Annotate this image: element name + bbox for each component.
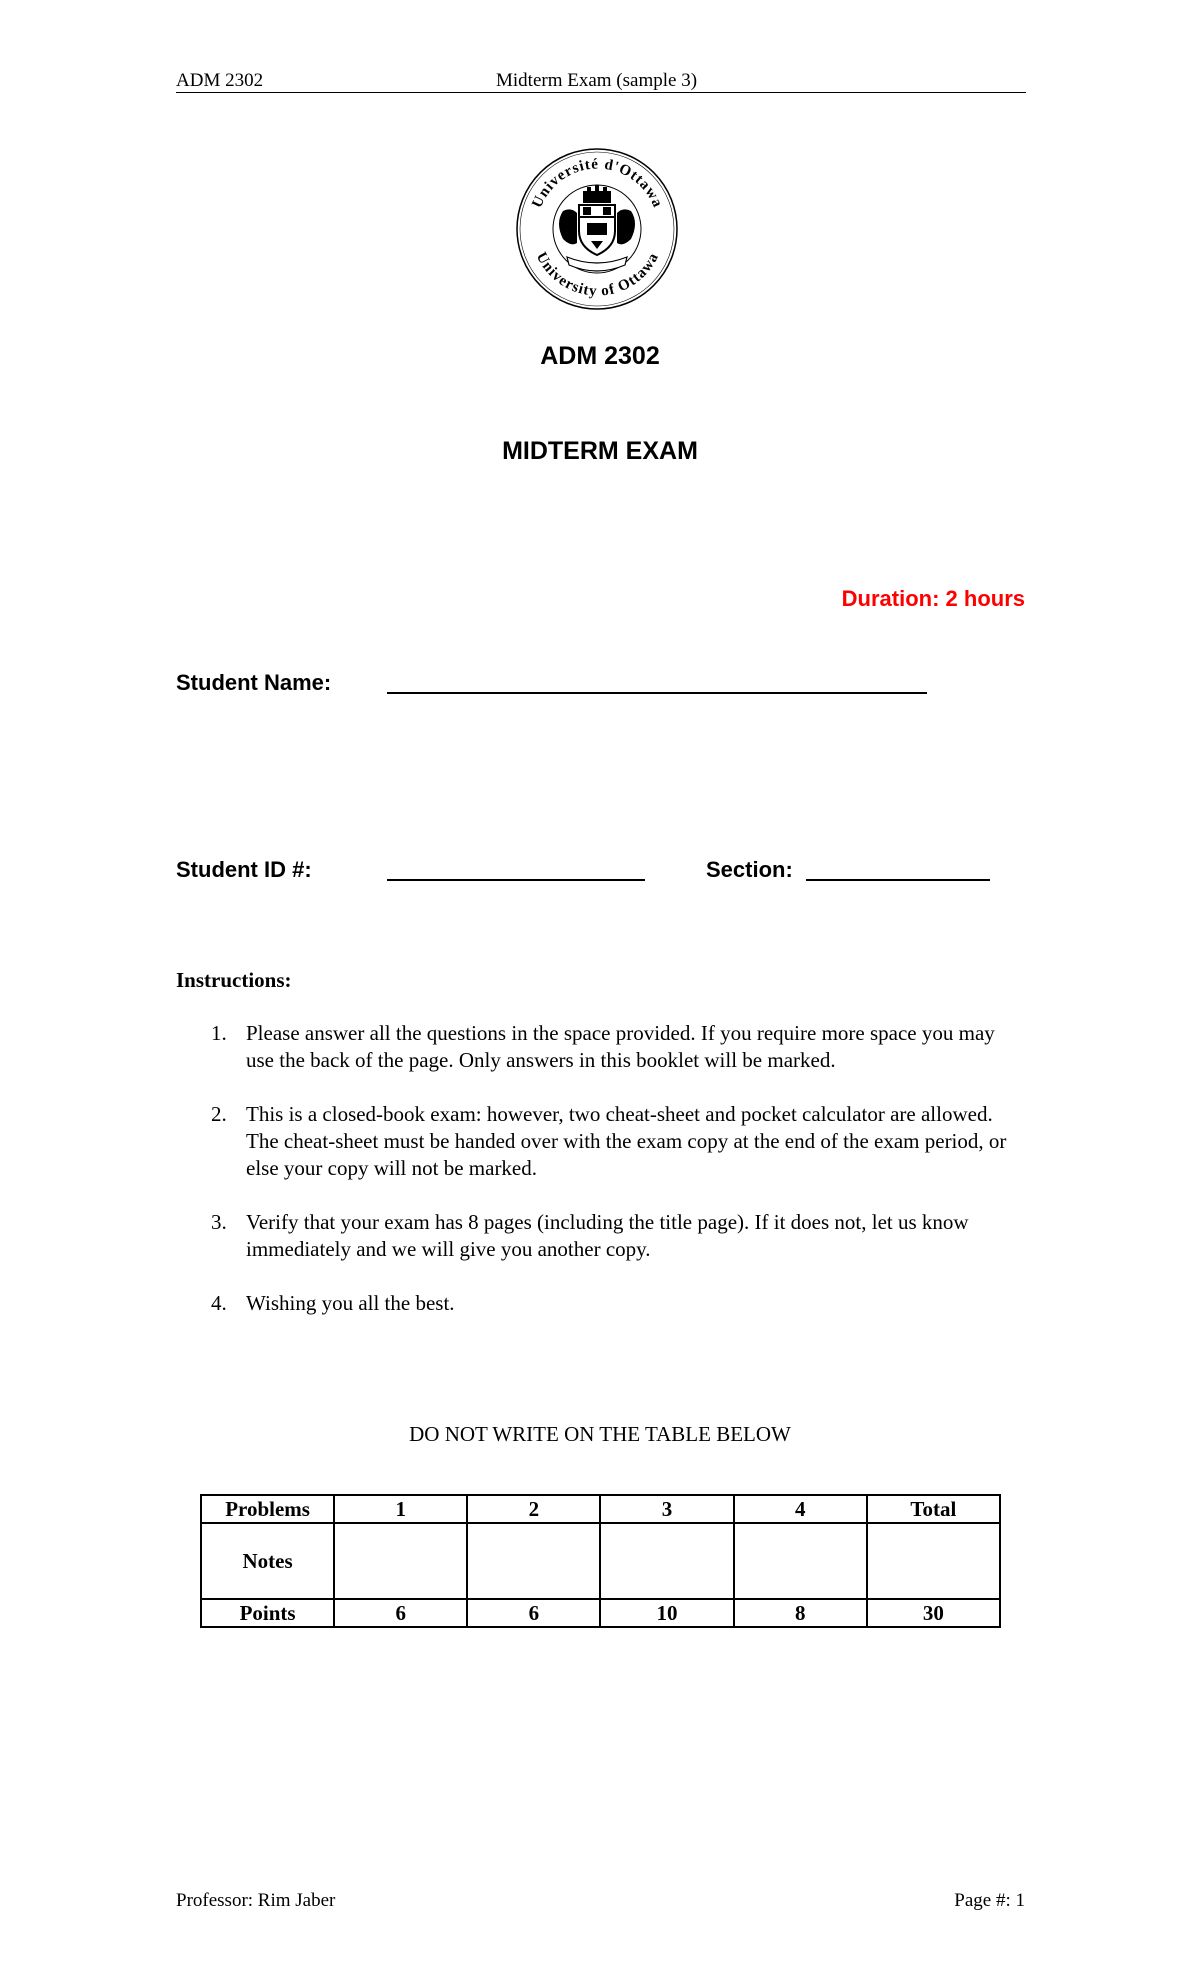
notes-cell xyxy=(467,1523,600,1599)
instruction-item xyxy=(176,1209,1026,1263)
university-of-ottawa-seal-icon xyxy=(515,147,680,312)
table-cell: 8 xyxy=(734,1599,867,1627)
table-cell: 6 xyxy=(467,1599,600,1627)
instruction-text: Verify that your exam has 8 pages (including the title page). If it does not, let us know immediately and we will give you another copy. xyxy=(246,1210,969,1261)
table-cell: Problems xyxy=(201,1495,334,1523)
score-table xyxy=(200,1494,1001,1628)
instruction-number: 2. xyxy=(211,1102,227,1126)
seal-text-top: Université d'Ottawa xyxy=(529,156,666,211)
instruction-item xyxy=(176,1020,1026,1074)
table-cell: 2 xyxy=(467,1495,600,1523)
notes-cell xyxy=(734,1523,867,1599)
seal-text-bottom: University of Ottawa xyxy=(532,249,663,300)
student-id-blank[interactable] xyxy=(387,879,645,881)
table-caption: DO NOT WRITE ON THE TABLE BELOW xyxy=(409,1422,791,1446)
table-cell: Points xyxy=(201,1599,334,1627)
instructions-heading: Instructions: xyxy=(176,968,292,992)
instruction-number: 3. xyxy=(211,1210,227,1234)
instruction-number: 1. xyxy=(211,1021,227,1045)
duration-notice: Duration: 2 hours xyxy=(841,586,1025,611)
header-course-code: ADM 2302 xyxy=(176,70,264,91)
table-cell: 1 xyxy=(334,1495,467,1523)
table-cell: 10 xyxy=(600,1599,733,1627)
footer-professor: Professor: Rim Jaber xyxy=(176,1890,336,1911)
instruction-number: 4. xyxy=(211,1291,227,1315)
student-name-blank[interactable] xyxy=(387,692,927,694)
table-notes-row xyxy=(201,1523,1000,1599)
course-title: ADM 2302 xyxy=(540,342,660,370)
notes-cell xyxy=(867,1523,1000,1599)
table-cell: 6 xyxy=(334,1599,467,1627)
student-id-label: Student ID #: xyxy=(176,857,312,882)
notes-cell xyxy=(600,1523,733,1599)
table-points-row xyxy=(201,1599,1000,1627)
notes-cell xyxy=(334,1523,467,1599)
instruction-item xyxy=(176,1101,1026,1182)
section-label: Section: xyxy=(706,857,793,882)
table-cell: Total xyxy=(867,1495,1000,1523)
instruction-text: Please answer all the questions in the space provided. If you require more space you may use the back of the page. Only answers in this booklet will be marked. xyxy=(246,1021,995,1072)
table-cell: 30 xyxy=(867,1599,1000,1627)
instructions-list xyxy=(176,1020,1026,1344)
student-name-label: Student Name: xyxy=(176,670,332,695)
footer-page-number: Page #: 1 xyxy=(954,1890,1025,1911)
table-cell: 4 xyxy=(734,1495,867,1523)
section-blank[interactable] xyxy=(806,879,990,881)
instruction-item xyxy=(176,1290,1026,1317)
exam-title: MIDTERM EXAM xyxy=(502,437,698,465)
table-cell: 3 xyxy=(600,1495,733,1523)
table-cell: Notes xyxy=(201,1523,334,1599)
instruction-text: Wishing you all the best. xyxy=(246,1291,455,1315)
header-exam-title: Midterm Exam (sample 3) xyxy=(496,70,698,91)
table-header-row xyxy=(201,1495,1000,1523)
running-header xyxy=(176,70,1026,93)
instruction-text: This is a closed-book exam: however, two cheat-sheet and pocket calculator are allowed. The cheat-sheet must be handed over with the exam copy at the end of the exam period, or else your copy will not be marked. xyxy=(246,1102,1007,1180)
